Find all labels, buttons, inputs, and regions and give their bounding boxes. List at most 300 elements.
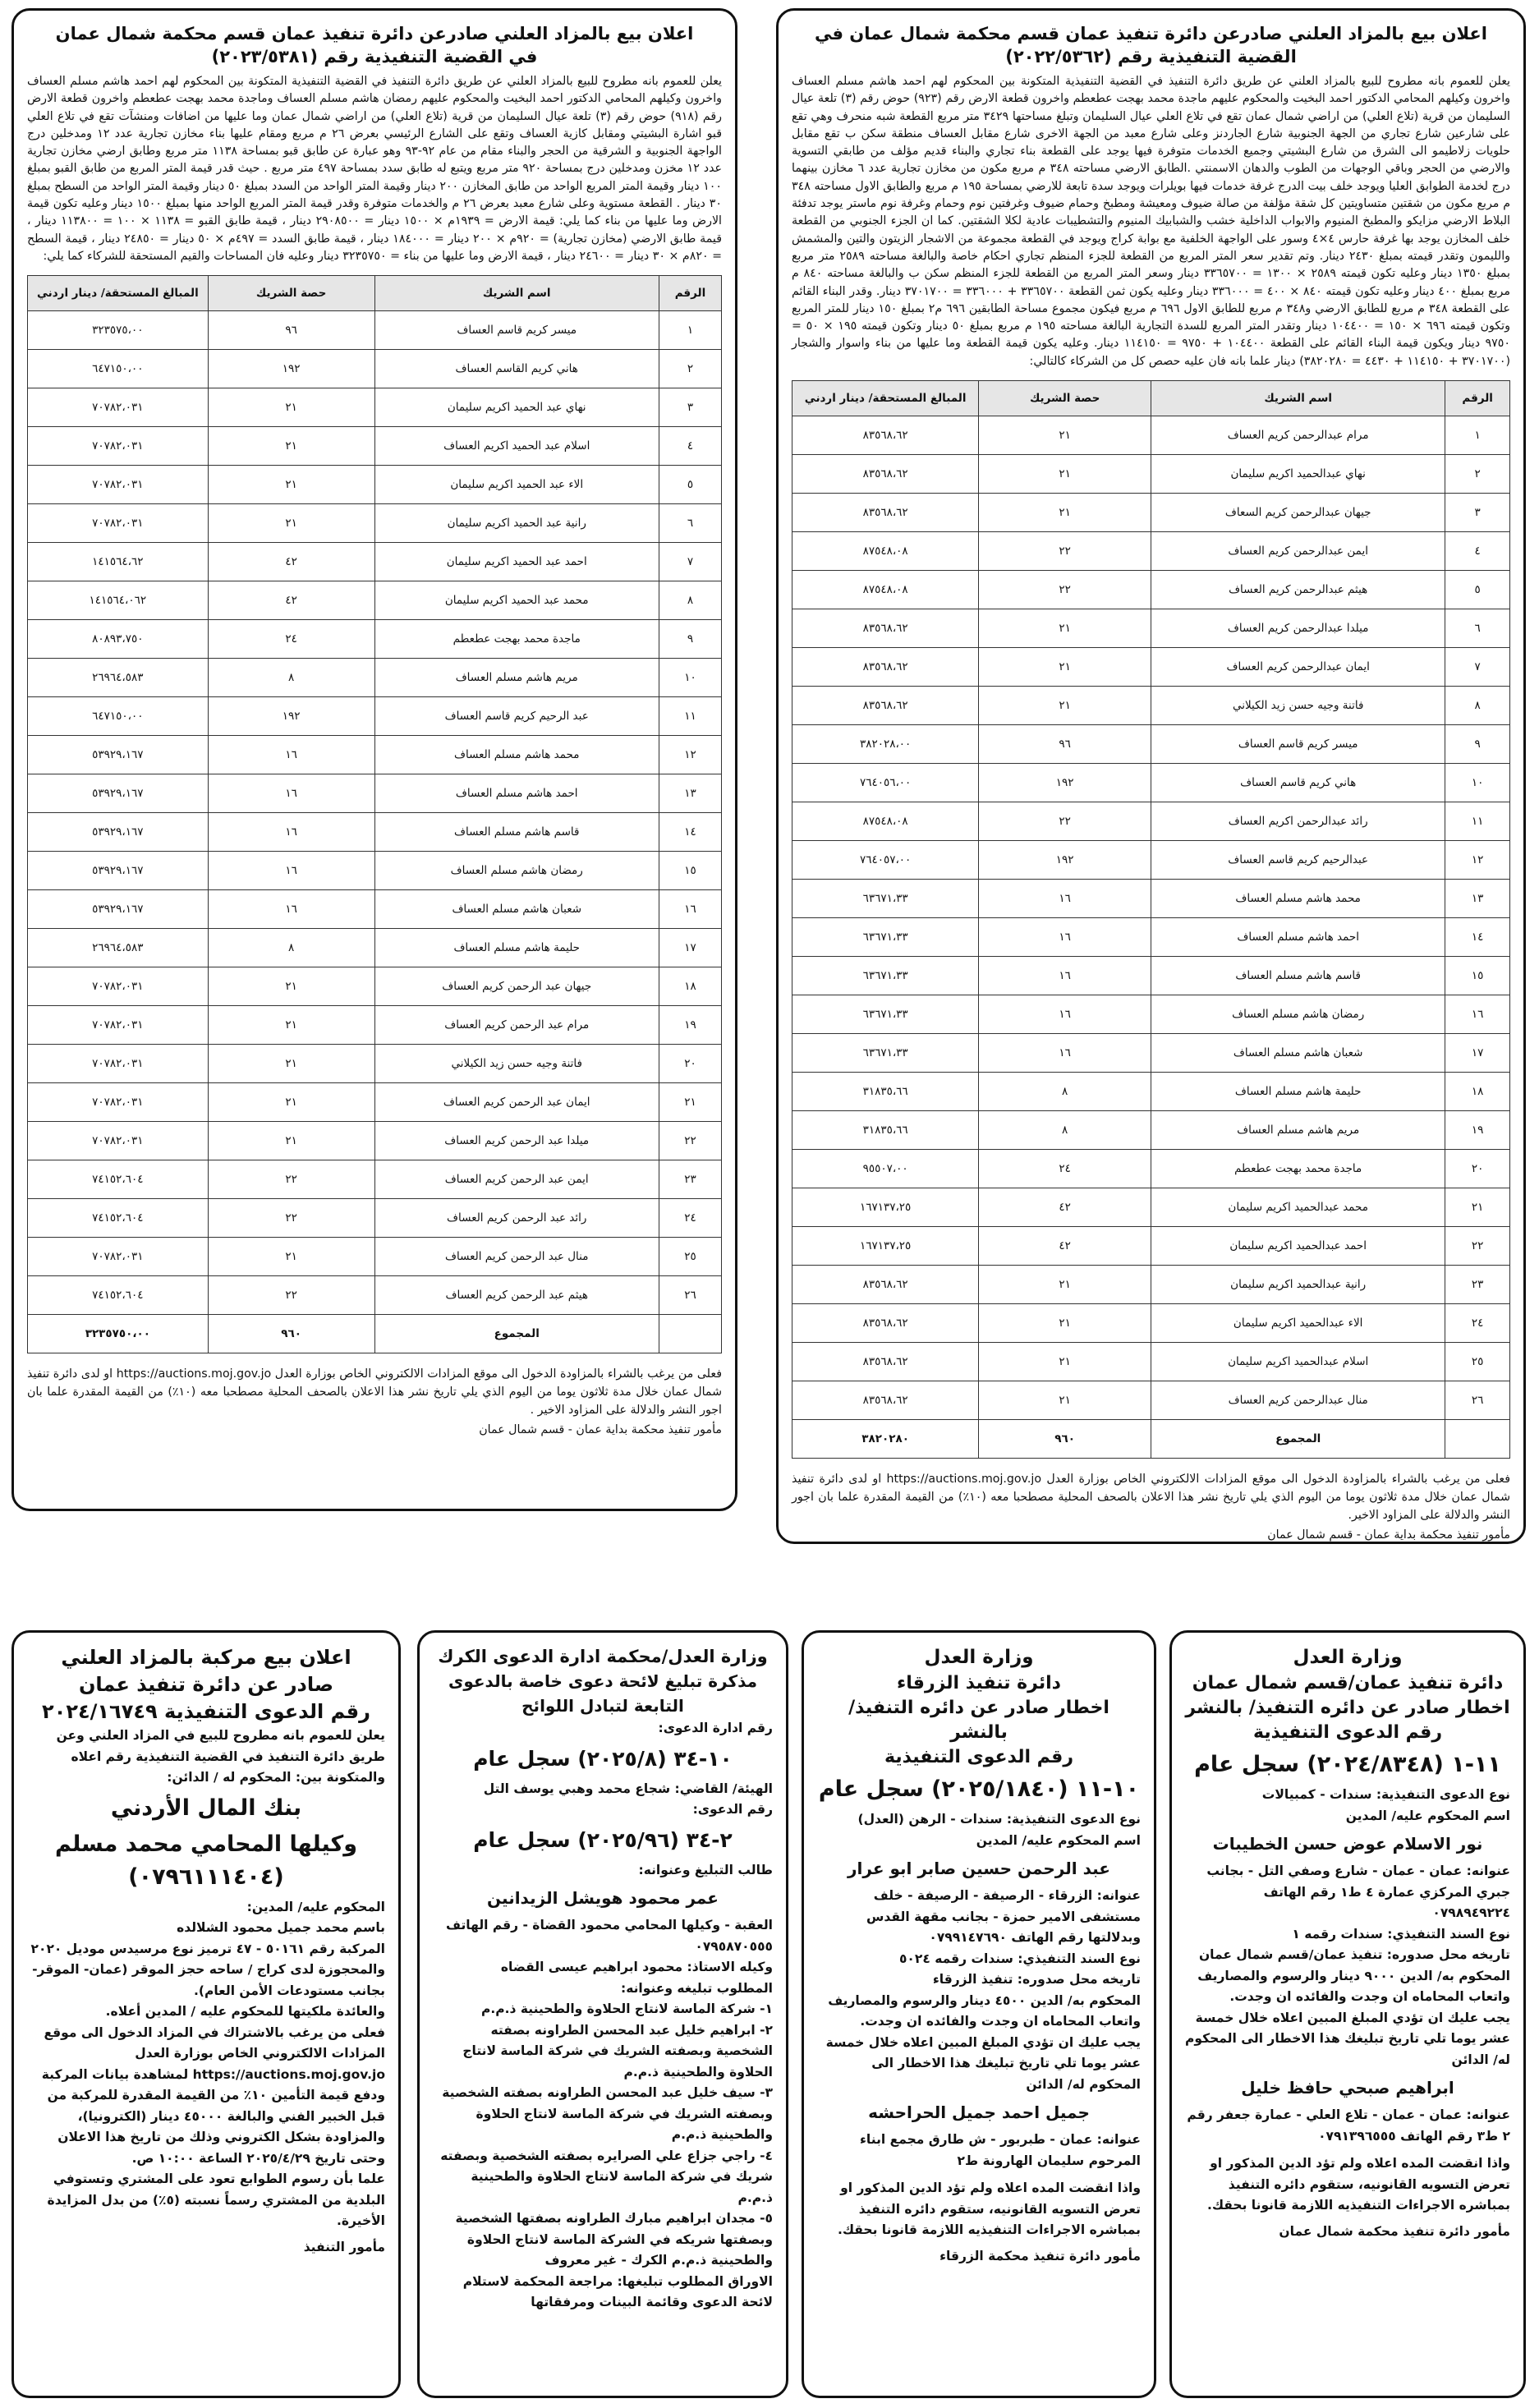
box-documents: الاوراق المطلوب تبليغها: مراجعة المحكمة لاستلام لائحة الدعوى وقائمة البينات ومرفقاتها xyxy=(462,2273,773,2309)
table-row xyxy=(28,774,722,813)
table-row xyxy=(792,494,1510,532)
table-row xyxy=(28,890,722,929)
row-number: ٨ xyxy=(659,581,721,620)
partner-share: ١٦ xyxy=(208,813,374,852)
row-number: ٢٦ xyxy=(1445,1381,1510,1420)
partner-name: رائد عبدالرحمن اكريم العساف xyxy=(1151,802,1445,841)
row-number: ١٠ xyxy=(659,659,721,697)
partner-amount: ٨٣٥٦٨،٦٢ xyxy=(792,648,979,687)
partner-amount: ٨٠٨٩٣،٧٥٠ xyxy=(28,620,209,659)
partner-share: ٩٦ xyxy=(979,725,1151,764)
partner-amount: ٨٣٥٦٨،٦٢ xyxy=(792,1304,979,1343)
partner-amount: ٦٤٧١٥٠،٠٠ xyxy=(28,697,209,736)
partner-share: ٢٤ xyxy=(979,1150,1151,1188)
partner-share: ٢٢ xyxy=(208,1160,374,1199)
table-row xyxy=(792,1034,1510,1073)
partner-amount: ٦٣٦٧١،٣٣ xyxy=(792,957,979,995)
partner-amount: ٥٣٩٢٩،١٦٧ xyxy=(28,813,209,852)
partner-share: ٢١ xyxy=(208,427,374,466)
partner-name: جيهان عبد الرحمن كريم العساف xyxy=(374,967,659,1006)
notice-signature: مأمور تنفيذ محكمة بداية عمان - قسم شمال عمان xyxy=(479,1423,722,1437)
box-signature: مأمور التنفيذ xyxy=(303,2239,385,2254)
partner-amount: ٦٣٦٧١،٣٣ xyxy=(792,918,979,957)
partner-amount: ٨٧٥٤٨،٠٨ xyxy=(792,802,979,841)
row-number: ٨ xyxy=(1445,687,1510,725)
partner-name: الاء عبدالحميد اكريم سليمان xyxy=(1151,1304,1445,1343)
row-number: ٦ xyxy=(659,504,721,543)
box-case-number: ١٠-٣٤ (٢٠٢٥/٨) سجل عام xyxy=(473,1746,733,1771)
partner-share: ٢١ xyxy=(979,687,1151,725)
partner-amount: ٧٠٧٨٢،٠٣١ xyxy=(28,1083,209,1122)
partner-share: ٢١ xyxy=(979,416,1151,455)
partner-share: ١٩٢ xyxy=(208,350,374,388)
box-warning: يجب عليك ان تؤدي المبلغ المبين اعلاه خلال خمسة عشر يوما تلي تاريخ تبليغك هذا الاخطار الى المحكوم له/ الدائن xyxy=(1185,2010,1510,2067)
table-row xyxy=(28,1045,722,1083)
partner-name: هاني كريم القاسم العساف xyxy=(374,350,659,388)
box-case-label: رقم الدعوى التنفيذية xyxy=(1252,1722,1443,1743)
notice-title: اعلان بيع بالمزاد العلني صادرعن دائرة تنفيذ عمان قسم محكمة شمال عمان في القضية التنفيذية رقم (٢٠٢٢/٥٣٦٢) xyxy=(815,24,1487,67)
partner-name: نهاي عبد الحميد اكريم سليمان xyxy=(374,388,659,427)
partner-share: ٢١ xyxy=(208,504,374,543)
partner-share: ٤٢ xyxy=(208,543,374,581)
row-number: ١٣ xyxy=(659,774,721,813)
partner-share: ٢١ xyxy=(979,455,1151,494)
box-requester-name: عمر محمود هويشل الزيدانين xyxy=(487,1888,719,1908)
table-row xyxy=(792,1188,1510,1227)
row-number: ١٣ xyxy=(1445,880,1510,918)
box-memo-heading: مذكرة تبليغ لائحة دعوى خاصة بالدعوى xyxy=(448,1671,758,1691)
total-number-cell xyxy=(659,1315,721,1353)
box-closing: واذا انقضت المده اعلاه ولم تؤد الدين المذكور او تعرض التسويه القانونيه، ستقوم دائره التنفيذ بمباشره الاجراءات التنفيذيه اللازمة قانونا بحقك. xyxy=(1206,2156,1510,2213)
partner-amount: ٣١٨٣٥،٦٦ xyxy=(792,1111,979,1150)
partner-name: ايمان عبدالرحمن كريم العساف xyxy=(1151,648,1445,687)
partner-name: ميلدا عبدالرحمن كريم العساف xyxy=(1151,609,1445,648)
table-row xyxy=(28,813,722,852)
table-row xyxy=(28,1199,722,1238)
partner-name: مريم هاشم مسلم العساف xyxy=(1151,1111,1445,1150)
partner-name: رمضان هاشم مسلم العساف xyxy=(1151,995,1445,1034)
row-number: ١٧ xyxy=(659,929,721,967)
partner-amount: ١٦٧١٣٧،٢٥ xyxy=(792,1227,979,1266)
row-number: ٥ xyxy=(1445,571,1510,609)
notice-body: يعلن للعموم بانه مطروح للبيع بالمزاد العلني عن طريق دائرة التنفيذ في القضية التنفيذية المتكونة بين المحكوم لهم احمد هاشم مسلم العساف واخرون وكيلهم المحامي الدكتور احمد البخيت والمحكوم عليهم رمضان هاشم مسلم العساف وماجدة محمد بهجت عطعطم واخرون قطعة الارض رقم (٩١٨) حوض رقم (٣) تلعة عيال السليمان من قرية (تلاع العلي) من اراضي شمال عمان وما عليها من اضافات ومنشآت تقع في تلاع العلي قبو اشارة البشيتي ومقابل كازية العساف وتقع على الشارع الرئيسي بعرض ٢٦ م مربع ومقام عليها بناء مخازن تجارية عدد ١٢ ومدخلين درج الواجهة الجنوبية و الشرقية من الحجر والبناء مقام من عام ٩٢-٩٣ وهو عبارة عن طابق قبو بمساحة ١١٣٨ متر مربع وطابق ارضي مخازن تجارية عدد ١٢ مخزن ومدخلين درج بمساحة ٩٢٠ متر مربع ويتبع له طابق سدد بمساحة ٤٩٧ متر مربع . حيث قدر قيمة المتر المربع من طابق القبو بمبلغ ١٠٠ دينار وقيمة المتر المربع الواحد من طابق المخازن ٢٠٠ دينار وقيمة المتر الواحد من السدد بمبلغ ٥٠ دينار وقيمة المتر الواحد من السطح بمبلغ ٣٠ دينار . القطعة مستوية وعلى شارع معبد بعرض ٢٦ م والخدمات متوفرة وقدر قيمة المتر المربع الواحد منها بمبلغ ١٥٠٠ دينار وعليه تكون قيمة الارض وما عليها من بناء كما يلي: قيمة الارض = ١٩٣٩م × ١٥٠٠ دينار = ٢٩٠٨٥٠٠ دينار ، قيمة طابق القبو = ١١٣٨ × ١٠٠ = ١١٣٨٠٠ دينار ، قيمة طابق الارضي (مخازن تجارية) = ٩٢٠م × ٢٠٠ دينار = ١٨٤٠٠٠ دينار ، قيمة طابق السدد = ٤٩٧م × ٥٠ دينار = ٢٤٨٥٠ دينار ، قيمة السطح = ٨٢٠م × ٣٠ دينار = ٢٤٦٠٠ دينار ، قيمة الارض وما عليها من بناء = ٣٢٣٥٧٥٠ دينار وعليه فان المساحات والقيم المستحقة للشركاء كما يلي: xyxy=(27,75,723,263)
box-auction-heading: اعلان بيع مركبة بالمزاد العلني xyxy=(61,1646,351,1669)
notice-footer: فعلى من يرغب بالشراء بالمزاودة الدخول الى موقع المزادات الالكتروني الخاص بوزارة العدل https://auctions.moj.gov.jo او لدى دائرة تنفيذ شمال عمان خلال مدة ثلاثون يوما من اليوم الذي يلي تاريخ نشر هذا الاعلان بالصحف المحلية مصطحبا معه (١٠٪) من القيمة المقدرة علما بان اجور النشر والدلالة على المزاود الاخير . xyxy=(27,1367,723,1418)
partner-share: ٢١ xyxy=(208,967,374,1006)
row-number: ٢٤ xyxy=(1445,1304,1510,1343)
total-amount: ٣٢٣٥٧٥٠،٠٠ xyxy=(28,1315,209,1353)
box-department-heading: دائرة تنفيذ الزرقاء xyxy=(897,1673,1061,1693)
table-row xyxy=(792,1266,1510,1304)
row-number: ٢ xyxy=(659,350,721,388)
box-fees: علما بأن رسوم الطوابع تعود على المشتري وتستوفي البلدية من المشتري رسماً نسبته (٥٪) من بدل المزايدة الأخيرة. xyxy=(47,2171,385,2228)
partner-amount: ٦٣٦٧١،٣٣ xyxy=(792,880,979,918)
table-row xyxy=(792,841,1510,880)
box-ministry-heading: وزارة العدل/محكمة ادارة الدعوى الكرك xyxy=(438,1647,768,1666)
partner-amount: ٢٦٩٦٤،٥٨٣ xyxy=(28,929,209,967)
col-header-number: الرقم xyxy=(1445,381,1510,416)
row-number: ٢١ xyxy=(659,1083,721,1122)
table-row xyxy=(792,1304,1510,1343)
partners-table-body xyxy=(792,416,1510,1420)
box-ministry-heading: وزارة العدل xyxy=(1293,1647,1403,1668)
box-creditor-address: عنوانه: عمان - طبربور - ش طارق مجمع ابناء المرحوم سليمان الهارونة ط٢ xyxy=(860,2132,1141,2168)
partner-name: منال عبد الرحمن كريم العساف xyxy=(374,1238,659,1276)
row-number: ٢٥ xyxy=(1445,1343,1510,1381)
partner-name: رانية عبدالحميد اكريم سليمان xyxy=(1151,1266,1445,1304)
row-number: ٢٠ xyxy=(659,1045,721,1083)
row-number: ١٦ xyxy=(659,890,721,929)
row-number: ١١ xyxy=(659,697,721,736)
partner-share: ١٩٢ xyxy=(979,841,1151,880)
box-warning: يجب عليك ان تؤدي المبلغ المبين اعلاه خلال خمسة عشر يوما تلي تاريخ تبليغك هذا الاخطار الى المحكوم له/ الدائن xyxy=(825,2034,1141,2092)
partner-amount: ٧٠٧٨٢،٠٣١ xyxy=(28,388,209,427)
box-ministry-heading: وزارة العدل xyxy=(924,1647,1034,1668)
partner-amount: ٨٧٥٤٨،٠٨ xyxy=(792,571,979,609)
partners-table xyxy=(27,275,722,1353)
partner-amount: ١٦٧١٣٧،٢٥ xyxy=(792,1188,979,1227)
partner-amount: ٨٣٥٦٨،٦٢ xyxy=(792,455,979,494)
partner-amount: ٨٣٥٦٨،٦٢ xyxy=(792,1381,979,1420)
box-instructions: فعلى من يرغب بالاشتراك في المزاد الدخول الى موقع المزادات الالكتروني الخاص بوزارة العدل https://auctions.moj.gov.jo لمشاهدة بيانات المركبة ودفع قيمة التأمين ١٠٪ من القيمة المقدرة للمركبة من قبل الخبير الفني والبالغة ٤٥٠٠٠ دينار (الكترونيا)، والمزاودة بشكل الكتروني وذلك من تاريخ هذا الاعلان وحتى تاريخ ٢٠٢٥/٤/٢٩ الساعة ١٠:٠٠ ص. xyxy=(41,2024,385,2166)
row-number: ٩ xyxy=(659,620,721,659)
row-number: ١ xyxy=(1445,416,1510,455)
partner-share: ٤٢ xyxy=(979,1188,1151,1227)
partner-amount: ٨٣٥٦٨،٦٢ xyxy=(792,494,979,532)
partner-share: ٢١ xyxy=(208,1122,374,1160)
partner-name: منال عبدالرحمن كريم العساف xyxy=(1151,1381,1445,1420)
partner-share: ٢٤ xyxy=(208,620,374,659)
table-row xyxy=(792,687,1510,725)
partner-amount: ٧٠٧٨٢،٠٣١ xyxy=(28,1006,209,1045)
partner-amount: ٧٤١٥٢،٦٠٤ xyxy=(28,1199,209,1238)
box-case-number: ١١-١ (٢٠٢٤/٨٣٤٨) سجل عام xyxy=(1194,1752,1501,1777)
table-row xyxy=(792,571,1510,609)
table-header-row xyxy=(792,381,1510,416)
table-row xyxy=(792,764,1510,802)
box-debtor-address: عنوانه: الزرقاء - الرصيفة - الرصيفة - خلف مستشفى الامير حمزة - بجانب مقهة القدس وبدلالتها رقم الهاتف ٠٧٩٩١٤٧٦٩٠ xyxy=(866,1888,1141,1945)
row-number: ١٥ xyxy=(1445,957,1510,995)
partner-name: احمد هاشم مسلم العساف xyxy=(374,774,659,813)
partner-share: ٢١ xyxy=(208,1006,374,1045)
table-row xyxy=(792,1111,1510,1150)
box-recipient-3: ٣- سيف خليل عبد المحسن الطراونه بصفته الشخصية وبصفته الشريك في شركة الماسة لانتاج الحلاوة والطحينية ذ.م.م xyxy=(442,2085,773,2142)
row-number: ١٤ xyxy=(1445,918,1510,957)
partner-name: ميسر كريم قاسم العساف xyxy=(374,311,659,350)
table-row xyxy=(792,1073,1510,1111)
partner-name: هيثم عبد الرحمن كريم العساف xyxy=(374,1276,659,1315)
table-row xyxy=(792,455,1510,494)
partner-name: اسلام عبدالحميد اكريم سليمان xyxy=(1151,1343,1445,1381)
partner-name: فاتنة وجيه حسن زيد الكيلاني xyxy=(374,1045,659,1083)
partner-amount: ٧٦٤٠٥٧،٠٠ xyxy=(792,841,979,880)
partner-share: ٨ xyxy=(979,1073,1151,1111)
box-vehicle: المركبة رقم ٥٠١٦١ - ٤٧ ترميز نوع مرسيدس موديل ٢٠٢٠ xyxy=(30,1941,385,1956)
table-total-row xyxy=(792,1420,1510,1459)
partner-name: محمد هاشم مسلم العساف xyxy=(1151,880,1445,918)
row-number: ١٢ xyxy=(1445,841,1510,880)
partner-share: ٨ xyxy=(208,929,374,967)
partner-name: جيهان عبدالرحمن كريم السعاف xyxy=(1151,494,1445,532)
partner-amount: ٩٥٥٠٧،٠٠ xyxy=(792,1150,979,1188)
partner-name: عبد الرحيم كريم قاسم العساف xyxy=(374,697,659,736)
table-row xyxy=(28,1122,722,1160)
notice-title: اعلان بيع بالمزاد العلني صادرعن دائرة تنفيذ عمان قسم محكمة شمال عمان xyxy=(55,24,694,44)
partner-amount: ٥٣٩٢٩،١٦٧ xyxy=(28,736,209,774)
table-row xyxy=(28,1276,722,1315)
partner-share: ٢١ xyxy=(208,388,374,427)
table-row xyxy=(28,311,722,350)
box-debtor-address: عنوانه: عمان - عمان - شارع وصفي التل - بجانب جبري المركزي عمارة ٤ ط١ رقم الهاتف ٠٧٩٨٩٤٩٢٢٤ xyxy=(1206,1863,1510,1920)
total-share: ٩٦٠ xyxy=(208,1315,374,1353)
partner-share: ١٦ xyxy=(208,852,374,890)
partner-share: ٢٢ xyxy=(979,571,1151,609)
row-number: ٣ xyxy=(1445,494,1510,532)
partner-name: حليمة هاشم مسلم العساف xyxy=(374,929,659,967)
box-creditor-name: ابراهيم صبحي حافظ خليل xyxy=(1241,2078,1454,2098)
partner-share: ٢١ xyxy=(979,1266,1151,1304)
partner-name: احمد عبد الحميد اكريم سليمان xyxy=(374,543,659,581)
partner-share: ٢٢ xyxy=(208,1276,374,1315)
partner-name: رانية عبد الحميد اكريم سليمان xyxy=(374,504,659,543)
box-department-heading: صادر عن دائرة تنفيذ عمان xyxy=(78,1673,334,1696)
partner-amount: ٨٣٥٦٨،٦٢ xyxy=(792,687,979,725)
box-department-heading: دائرة تنفيذ عمان/قسم شمال عمان xyxy=(1192,1673,1504,1693)
table-row xyxy=(792,995,1510,1034)
partner-amount: ٧٠٧٨٢،٠٣١ xyxy=(28,967,209,1006)
row-number: ١١ xyxy=(1445,802,1510,841)
partner-share: ٢١ xyxy=(979,609,1151,648)
partner-share: ١٦ xyxy=(979,1034,1151,1073)
table-row xyxy=(28,736,722,774)
partner-name: شعبان هاشم مسلم العساف xyxy=(1151,1034,1445,1073)
box-issued-at: تاريخه محل صدوره: تنفيذ عمان/قسم شمال عمان xyxy=(1198,1947,1510,1962)
box-case-admin-label: رقم ادارة الدعوى: xyxy=(658,1721,773,1735)
table-row xyxy=(792,1150,1510,1188)
partner-share: ٢١ xyxy=(979,1381,1151,1420)
box-debtor-label: المحكوم عليه/ المدين: xyxy=(246,1899,385,1914)
box-debtor-label: اسم المحكوم عليه/ المدين xyxy=(1345,1808,1510,1823)
partner-name: احمد هاشم مسلم العساف xyxy=(1151,918,1445,957)
partner-amount: ٥٣٩٢٩،١٦٧ xyxy=(28,890,209,929)
partner-amount: ٣٨٢٠٢٨،٠٠ xyxy=(792,725,979,764)
notice-body: يعلن للعموم بانه مطروح للبيع بالمزاد العلني عن طريق دائرة التنفيذ في القضية التنفيذية المتكونة بين المحكوم لهم احمد هاشم مسلم العساف واخرون وكيلهم المحامي الدكتور احمد البخيت والمحكوم عليهم ماجدة محمد بهجت عطعطم واخرون قطعة الارض رقم (٩٢٣) حوض رقم (٣) تلعة عيال السليمان من قرية (تلاع العلي) من اراضي شمال عمان تقع في تلاع العلي عيال السليمان وتبلغ مساحتها ٣٤٢٩ متر مربع القطعة شبه منحرف وهي تقع على شارعين شارع تجاري من الجهة الجنوبية شارع الجاردنز وعلى شارع معبد من الجهة الاخرى شارع مقابل العساف منطقة سكن ب تقع مقابل حلويات زلاطيمو الى الشرق من شارع البشيتي وجميع الخدمات متوفرة فيها يوجد على القطعة بناء تجاري والبناء قديم مؤلف من طابقي التسوية والارضي من الحجر وباقي الوجهات من الطوب والدهان الاسمنتي .الطابق الارضي مساحته ٣٤٨ م مربع مكون من مخازن تجارية عدد ٦ مخازن بينهما درج لخدمة الطوابق العليا ويوجد خلف بيت الدرج غرفة خدمات فيها بويلرات ويوجد سدة تابعة للارضي بمساحة ١٩٥ م مربع والطابق الاول مساحته ٣٤٨ م مربع مكون من شقتين متساويتين كل شقة مؤلفة من صالة ضيوف ومعيشة ومطبخ وحمام ضيوف وغرفتين نوم وحمام وغرفة نوم ماستر يوجد تدفئة البلاط الارضي مزايكو والمطبخ المنيوم والابواب الداخلية خشب والشبابيك المنيوم والتشطيبات عادية لكلا الشقتين. كما ان الجزء الجنوبي من القطعة خلف المخازن يوجد بها غرفة حارس ٤×٤ وسور على الواجهة الخلفية مع بوابة كراج ويوجد في القطعة مجموعة من الاشجار الزيتون والتين والمشمش والليمون وتقدر قيمته بمبلغ ٢٤٣٠ دينار. وتم تقدير سعر المتر المربع من القطعة للجزء المنظم تجاري احكام خاصة والبالغة مساحته ٢٥٨٩ متر مربع بمبلغ ١٣٥٠ دينار وعليه تكون قيمته ٢٥٨٩ × ١٣٠٠ = ٣٣٦٥٧٠٠ دينار وسعر المتر المربع من القطعة للجزء المنظم سكن ب والبالغة مساحته ٨٤٠ م مربع بمبلغ ٤٠٠ دينار وعليه تكون قيمته ٨٤٠ × ٤٠٠ = ٣٣٦٠٠٠ دينار وعليه يكون ثمن القطعة ٣٣٦٥٧٠٠ + ٣٣٦٠٠٠ = ٣٧٠١٧٠٠ دينار. وقدر البناء القائم على القطعة ٣٤٨ م مربع للطابق الارضي و٣٤٨ م مربع للطابق الاول ٦٩٦ م مربع فيكون مجموع مساحة الطابقين ٦٩٦ م٢ بمبلغ ١٥٠ دينار للمتر المربع وتكون قيمته ٦٩٦ × ١٥٠ = ١٠٤٤٠٠ دينار وتقدر المتر المربع للسدة التجارية البالغة مساحته ١٩٥ م مربع بمبلغ ٥٠ دينار وتكون قيمته ١٩٥ × ٥٠ = ٩٧٥٠ دينار ويكون قيمة البناء القائم على القطعة ١٠٤٤٠٠ + ٩٧٥٠ = ١١٤١٥٠ دينار. وعليه يكون قيمة القطعة وما عليها من بناء واسوار والشجار (٣٧٠١٧٠٠ + ١١٤١٥٠ + ٤٤٣٠ = ٣٨٢٠٢٨٠) دينار علما بانه فان عليه حصص كل من الشركاء كالتالي: xyxy=(792,75,1511,368)
box-closing: واذا انقضت المده اعلاه ولم تؤد الدين المذكور او تعرض التسويه القانونيه، ستقوم دائره التنفيذ بمباشره الاجراءات التنفيذيه اللازمة قانونا بحقك. xyxy=(837,2181,1141,2237)
row-number: ٢٤ xyxy=(659,1199,721,1238)
row-number: ٦ xyxy=(1445,609,1510,648)
partner-name: مريم هاشم مسلم العساف xyxy=(374,659,659,697)
total-amount: ٣٨٢٠٢٨٠ xyxy=(792,1420,979,1459)
table-row xyxy=(28,967,722,1006)
partner-name: هاني كريم قاسم العساف xyxy=(1151,764,1445,802)
table-row xyxy=(28,504,722,543)
table-row xyxy=(28,1160,722,1199)
partner-name: نهاي عبدالحميد اكريم سليمان xyxy=(1151,455,1445,494)
partner-share: ٨ xyxy=(979,1111,1151,1150)
table-row xyxy=(28,1006,722,1045)
table-row xyxy=(28,659,722,697)
table-row xyxy=(28,697,722,736)
box-requester-address: العقبة - وكيلها المحامي محمود القضاة - رقم الهاتف ٠٧٩٥٨٧٠٥٥٥ xyxy=(445,1918,773,1954)
table-row xyxy=(28,1083,722,1122)
table-header-row xyxy=(28,276,722,311)
partner-name: اسلام عبد الحميد اكريم العساف xyxy=(374,427,659,466)
box-recipient-label: المطلوب تبليغه وعنوانه: xyxy=(621,1980,773,1996)
partner-name: حليمة هاشم مسلم العساف xyxy=(1151,1073,1445,1111)
partner-share: ٢١ xyxy=(208,1238,374,1276)
partner-name: قاسم هاشم مسلم العساف xyxy=(1151,957,1445,995)
notice-subtitle: في القضية التنفيذية رقم (٢٠٢٣/٥٣٨١) xyxy=(211,47,538,67)
row-number: ٢٣ xyxy=(659,1160,721,1199)
partner-amount: ١٤١٥٦٤،٦٢ xyxy=(28,543,209,581)
box-recipient-1: ١- شركة الماسة لانتاج الحلاوة والطحينية ذ.م.م xyxy=(481,2001,773,2016)
box-case-type: نوع الدعوى التنفيذية: سندات - الرهن (العدل) xyxy=(857,1812,1141,1827)
table-row xyxy=(792,1381,1510,1420)
col-header-share: حصة الشريك xyxy=(979,381,1151,416)
box-debtor-name: عبد الرحمن حسين صابر ابو عرار xyxy=(848,1859,1110,1878)
row-number: ٧ xyxy=(659,543,721,581)
partner-share: ٩٦ xyxy=(208,311,374,350)
col-header-amount: المبالغ المستحقة/ دينار اردني xyxy=(792,381,979,416)
partner-share: ٢١ xyxy=(208,1083,374,1122)
partner-share: ٤٢ xyxy=(208,581,374,620)
partner-amount: ٧٠٧٨٢،٠٣١ xyxy=(28,466,209,504)
box-location: والمحجوزة لدى كراج / ساحه حجز الموقر (عمان- الموقر- بجانب مستودعات الأمن العام). xyxy=(32,1962,385,1998)
partner-amount: ٧٠٧٨٢،٠٣١ xyxy=(28,427,209,466)
partner-name: عبدالرحيم كريم قاسم العساف xyxy=(1151,841,1445,880)
table-total-row xyxy=(28,1315,722,1353)
row-number: ١٨ xyxy=(1445,1073,1510,1111)
partner-amount: ٨٣٥٦٨،٦٢ xyxy=(792,1343,979,1381)
row-number: ٤ xyxy=(1445,532,1510,571)
box-owner: والعائدة ملكيتها للمحكوم عليه / المدين أعلاه. xyxy=(105,2004,385,2019)
table-row xyxy=(28,852,722,890)
box-agent: وكيلها المحامي محمد مسلم xyxy=(54,1831,358,1857)
row-number: ١٠ xyxy=(1445,764,1510,802)
box-amount: المحكوم به/ الدين ٩٠٠٠ دينار والرسوم والمصاريف واتعاب المحاماه ان وجدت والفائده ان وجدت. xyxy=(1197,1968,1510,2004)
partner-name: ايمن عبد الرحمن كريم العساف xyxy=(374,1160,659,1199)
partner-amount: ٦٣٦٧١،٣٣ xyxy=(792,1034,979,1073)
row-number: ٢٠ xyxy=(1445,1150,1510,1188)
notice-signature: مأمور تنفيذ محكمة بداية عمان - قسم شمال عمان xyxy=(1267,1528,1510,1542)
box-signature: مأمور دائرة تنفيذ محكمة الزرقاء xyxy=(939,2248,1141,2263)
box-debtor-name: نور الاسلام عوض حسن الخطيبات xyxy=(1212,1834,1483,1854)
table-row xyxy=(792,802,1510,841)
execution-notice-zarqa xyxy=(802,1630,1156,2398)
row-number: ٩ xyxy=(1445,725,1510,764)
partner-name: ميلدا عبد الرحمن كريم العساف xyxy=(374,1122,659,1160)
row-number: ١٩ xyxy=(1445,1111,1510,1150)
table-row xyxy=(28,581,722,620)
partner-name: محمد عبدالحميد اكريم سليمان xyxy=(1151,1188,1445,1227)
box-bond-type: نوع السند التنفيذي: سندات رقمه ٥٠٢٤ xyxy=(898,1951,1141,1966)
partner-share: ١٦ xyxy=(979,918,1151,957)
partners-table-body xyxy=(28,311,722,1315)
row-number: ١٥ xyxy=(659,852,721,890)
partner-share: ٨ xyxy=(208,659,374,697)
box-creditor: بنك المال الأردني xyxy=(110,1795,302,1821)
row-number: ١٦ xyxy=(1445,995,1510,1034)
box-issued-at: تاريخه محل صدوره: تنفيذ الزرقاء xyxy=(932,1972,1141,1987)
table-row xyxy=(28,620,722,659)
table-row xyxy=(28,466,722,504)
partner-name: فاتنة وجيه حسن زيد الكيلاني xyxy=(1151,687,1445,725)
table-row xyxy=(28,543,722,581)
partner-name: قاسم هاشم مسلم العساف xyxy=(374,813,659,852)
partner-amount: ٧٠٧٨٢،٠٣١ xyxy=(28,1238,209,1276)
partner-amount: ٧٠٧٨٢،٠٣١ xyxy=(28,1045,209,1083)
box-creditor-address: عنوانه: عمان - عمان - تلاع العلي - عمارة جعفر رقم ٢ ط٣ رقم الهاتف ٠٧٩١٣٩٦٥٥٥ xyxy=(1187,2107,1510,2144)
partner-amount: ١٤١٥٦٤،٠٦٢ xyxy=(28,581,209,620)
box-bond-type: نوع السند التنفيذي: سندات رقمه ١ xyxy=(1292,1926,1510,1942)
row-number: ٣ xyxy=(659,388,721,427)
partner-amount: ٧٦٤٠٥٦،٠٠ xyxy=(792,764,979,802)
box-case-number: ١٠-١١ (٢٠٢٥/١٨٤٠) سجل عام xyxy=(818,1776,1140,1802)
partner-amount: ٨٣٥٦٨،٦٢ xyxy=(792,1266,979,1304)
box-intro: يعلن للعموم بانه مطروح للبيع في المزاد العلني وعن طريق دائرة التنفيذ في القضية التنفيذية رقم اعلاه والمتكونة بين: المحكوم له / الدائن: xyxy=(56,1728,385,1785)
row-number: ١٩ xyxy=(659,1006,721,1045)
table-row xyxy=(792,918,1510,957)
box-recipient-2: ٢- ابراهيم خليل عبد المحسن الطراونه بصفته الشخصية وبصفته الشريك في شركة الماسة لانتاج الحلاوة والطحينية ذ.م.م xyxy=(462,2022,773,2079)
partner-name: محمد هاشم مسلم العساف xyxy=(374,736,659,774)
partner-share: ٢٢ xyxy=(979,532,1151,571)
total-number-cell xyxy=(1445,1420,1510,1459)
table-row xyxy=(792,609,1510,648)
box-debtor: باسم محمد جميل محمود الشلالده xyxy=(177,1920,385,1935)
partner-share: ١٦ xyxy=(979,995,1151,1034)
partner-name: رمضان هاشم مسلم العساف xyxy=(374,852,659,890)
total-share: ٩٦٠ xyxy=(979,1420,1151,1459)
box-amount: المحكوم به/ الدين ٤٥٠٠ دينار والرسوم والمصاريف واتعاب المحاماه ان وجدت والفائده ان وجدت. xyxy=(828,1992,1141,2029)
col-header-number: الرقم xyxy=(659,276,721,311)
total-label: المجموع xyxy=(1151,1420,1445,1459)
partner-amount: ٨٣٥٦٨،٦٢ xyxy=(792,609,979,648)
partner-share: ٢١ xyxy=(208,466,374,504)
box-recipient-4: ٤- راجي جزاع علي الصرايره بصفته الشخصية وبصفته شريك في شركة الماسة لانتاج الحلاوة والطحينية ذ.م.م xyxy=(440,2148,773,2205)
box-case-label: رقم الدعوى: xyxy=(692,1802,773,1817)
row-number: ٧ xyxy=(1445,648,1510,687)
table-row xyxy=(792,1343,1510,1381)
partner-amount: ٧٠٧٨٢،٠٣١ xyxy=(28,1122,209,1160)
partners-table xyxy=(792,380,1510,1459)
table-row xyxy=(792,880,1510,918)
table-row xyxy=(28,1238,722,1276)
row-number: ٢٣ xyxy=(1445,1266,1510,1304)
partner-share: ١٦ xyxy=(208,774,374,813)
box-debtor-label: اسم المحكوم عليه/ المدين xyxy=(976,1832,1141,1848)
partner-name: ماجدة محمد بهجت عطعطم xyxy=(374,620,659,659)
partner-share: ١٩٢ xyxy=(979,764,1151,802)
table-row xyxy=(28,350,722,388)
row-number: ٥ xyxy=(659,466,721,504)
box-notice-heading: اخطار صادر عن دائره التنفيذ/ بالنشر xyxy=(1185,1698,1510,1718)
partner-amount: ٣٢٣٥٧٥،٠٠ xyxy=(28,311,209,350)
table-row xyxy=(792,532,1510,571)
box-requester-label: طالب التبليغ وعنوانه: xyxy=(638,1862,773,1877)
row-number: ٢٢ xyxy=(659,1122,721,1160)
partner-name: ميسر كريم قاسم العساف xyxy=(1151,725,1445,764)
table-row xyxy=(28,929,722,967)
partner-amount: ٨٧٥٤٨،٠٨ xyxy=(792,532,979,571)
row-number: ٢٥ xyxy=(659,1238,721,1276)
row-number: ٢ xyxy=(1445,455,1510,494)
partner-name: ايمان عبد الرحمن كريم العساف xyxy=(374,1083,659,1122)
col-header-amount: المبالغ المستحقة/ دينار اردني xyxy=(28,276,209,311)
partner-amount: ٥٣٩٢٩،١٦٧ xyxy=(28,774,209,813)
box-memo-subheading: التابعة لتبادل اللوائح xyxy=(521,1696,684,1716)
partner-amount: ٥٣٩٢٩،١٦٧ xyxy=(28,852,209,890)
partner-share: ٢١ xyxy=(979,494,1151,532)
